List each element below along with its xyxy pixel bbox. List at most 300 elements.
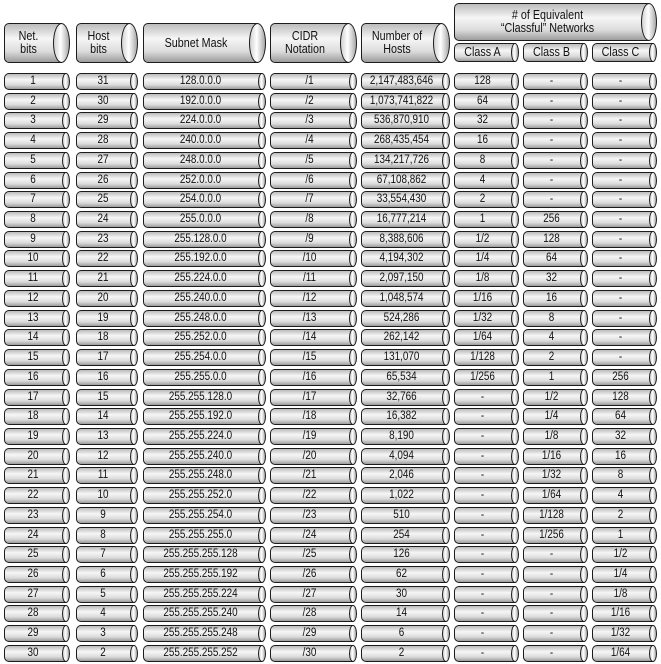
cell-host-bits — [76, 566, 138, 583]
cell-class-b — [523, 546, 588, 563]
pipe-end-cap — [121, 23, 138, 63]
cell-host-bits — [76, 605, 138, 622]
cell-net-bits — [4, 389, 70, 406]
cell-hosts — [361, 152, 450, 169]
pipe-end-cap — [130, 211, 138, 228]
pipe-end-cap — [442, 270, 450, 287]
cell-subnet-mask — [143, 408, 266, 425]
pipe-end-cap — [649, 605, 657, 622]
cell-class-a-value: - — [480, 508, 485, 521]
cell-subnet-mask-value: 255.240.0.0 — [174, 291, 227, 304]
cell-host-bits — [76, 507, 138, 524]
cell-net-bits — [4, 329, 70, 346]
pipe-end-cap — [433, 23, 450, 63]
cell-class-b — [523, 73, 588, 90]
pipe-end-cap — [580, 428, 588, 445]
cell-host-bits — [76, 310, 138, 327]
cell-hosts — [361, 369, 450, 386]
pipe-end-cap — [62, 467, 70, 484]
cell-net-bits-value: 12 — [27, 291, 39, 304]
cell-class-a — [454, 605, 519, 622]
cell-class-c-value: 1/4 — [613, 567, 628, 580]
cell-net-bits — [4, 625, 70, 642]
cell-cidr — [270, 566, 357, 583]
pipe-end-cap — [249, 23, 266, 63]
cell-class-a-value: - — [480, 468, 485, 481]
cell-subnet-mask-value: 255.224.0.0 — [174, 271, 227, 284]
cell-hosts-value: 510 — [393, 508, 410, 521]
cell-class-c — [592, 250, 657, 267]
cell-class-c-value: 1/32 — [610, 626, 631, 639]
cell-class-c-value: 1/64 — [610, 646, 631, 659]
pipe-end-cap — [580, 310, 588, 327]
cell-class-b-value: - — [549, 567, 554, 580]
cell-class-c-value: - — [618, 212, 623, 225]
pipe-end-cap — [580, 152, 588, 169]
pipe-end-cap — [62, 645, 70, 662]
cell-subnet-mask — [143, 310, 266, 327]
cell-class-c-value: - — [618, 271, 623, 284]
pipe-end-cap — [649, 566, 657, 583]
cell-cidr-value: /11 — [302, 271, 317, 284]
header-host-bits-label-line: Host — [87, 29, 110, 43]
cell-net-bits-value: 1 — [30, 74, 36, 87]
pipe-end-cap — [580, 527, 588, 544]
cell-class-a-value: 128 — [474, 74, 491, 87]
cell-class-c — [592, 132, 657, 149]
cell-host-bits-value: 22 — [97, 251, 109, 264]
cell-class-b — [523, 625, 588, 642]
cell-cidr — [270, 467, 357, 484]
cell-class-b-value: - — [549, 94, 554, 107]
cell-class-c — [592, 605, 657, 622]
cell-class-c — [592, 310, 657, 327]
pipe-end-cap — [580, 43, 588, 62]
cell-class-c — [592, 231, 657, 248]
pipe-end-cap — [349, 448, 357, 465]
pipe-end-cap — [53, 23, 70, 63]
cell-net-bits — [4, 645, 70, 662]
cell-subnet-mask-value: 255.254.0.0 — [174, 350, 227, 363]
cell-subnet-mask — [143, 172, 266, 189]
pipe-end-cap — [258, 448, 266, 465]
cell-class-a-value: 1/32 — [472, 311, 493, 324]
cell-net-bits-value: 8 — [30, 212, 36, 225]
pipe-end-cap — [580, 546, 588, 563]
cell-hosts-value: 126 — [393, 547, 410, 560]
cell-net-bits-value: 25 — [27, 547, 39, 560]
pipe-end-cap — [130, 172, 138, 189]
cell-subnet-mask-value: 255.255.128.0 — [168, 390, 233, 403]
pipe-end-cap — [130, 250, 138, 267]
cell-class-a-value: 8 — [479, 153, 486, 166]
cell-class-c-value: 1/8 — [613, 587, 628, 600]
header-number-of-hosts-label-line: Number of — [371, 29, 423, 43]
cell-net-bits-value: 28 — [27, 606, 39, 619]
cell-class-c-value: - — [618, 173, 623, 186]
cell-host-bits-value: 14 — [97, 409, 109, 422]
cell-subnet-mask — [143, 231, 266, 248]
pipe-end-cap — [580, 191, 588, 208]
pipe-end-cap — [62, 566, 70, 583]
cell-host-bits-value: 26 — [97, 173, 109, 186]
pipe-end-cap — [511, 369, 519, 386]
cell-cidr-value: /19 — [302, 429, 317, 442]
cell-class-c — [592, 586, 657, 603]
pipe-end-cap — [580, 132, 588, 149]
cell-host-bits-value: 11 — [97, 468, 109, 481]
pipe-end-cap — [258, 389, 266, 406]
cell-hosts-value: 65,534 — [386, 370, 417, 383]
cell-net-bits — [4, 586, 70, 603]
pipe-end-cap — [258, 546, 266, 563]
pipe-end-cap — [511, 467, 519, 484]
cell-cidr — [270, 645, 357, 662]
cell-subnet-mask — [143, 369, 266, 386]
cell-host-bits-value: 25 — [97, 192, 109, 205]
cell-class-a — [454, 191, 519, 208]
cell-class-b-value: - — [549, 133, 554, 146]
cell-class-a-value: - — [480, 606, 485, 619]
cell-subnet-mask-value: 128.0.0.0 — [179, 74, 222, 87]
pipe-end-cap — [130, 349, 138, 366]
cell-host-bits — [76, 645, 138, 662]
cell-class-c — [592, 172, 657, 189]
pipe-end-cap — [130, 645, 138, 662]
cell-class-a — [454, 250, 519, 267]
cell-cidr — [270, 93, 357, 110]
cell-class-c — [592, 546, 657, 563]
pipe-end-cap — [649, 112, 657, 129]
pipe-end-cap — [580, 250, 588, 267]
cell-cidr — [270, 408, 357, 425]
pipe-end-cap — [258, 270, 266, 287]
cell-net-bits — [4, 428, 70, 445]
pipe-end-cap — [511, 625, 519, 642]
cell-cidr — [270, 428, 357, 445]
header-class-a — [454, 43, 519, 62]
pipe-end-cap — [511, 566, 519, 583]
cell-host-bits — [76, 389, 138, 406]
cell-cidr — [270, 73, 357, 90]
cell-net-bits-value: 27 — [27, 587, 39, 600]
cell-class-a — [454, 448, 519, 465]
cell-net-bits-value: 13 — [27, 311, 39, 324]
cell-cidr-value: /4 — [305, 133, 314, 146]
cell-class-a-value: 1/16 — [472, 291, 493, 304]
cell-class-b-value: 8 — [548, 311, 555, 324]
cell-class-a-value: 1 — [479, 212, 486, 225]
pipe-end-cap — [130, 231, 138, 248]
header-class-b-label-line: Class B — [532, 45, 571, 59]
pipe-end-cap — [130, 152, 138, 169]
pipe-end-cap — [649, 231, 657, 248]
cell-class-a — [454, 290, 519, 307]
cell-net-bits — [4, 467, 70, 484]
cell-host-bits — [76, 625, 138, 642]
pipe-end-cap — [340, 23, 357, 63]
cell-hosts — [361, 467, 450, 484]
pipe-end-cap — [130, 448, 138, 465]
pipe-end-cap — [649, 389, 657, 406]
cell-class-c — [592, 507, 657, 524]
header-cidr-notation-label-line: Notation — [284, 42, 326, 56]
pipe-end-cap — [580, 369, 588, 386]
pipe-end-cap — [442, 112, 450, 129]
cell-subnet-mask — [143, 546, 266, 563]
cell-class-a — [454, 467, 519, 484]
cell-subnet-mask-value: 192.0.0.0 — [179, 94, 222, 107]
cell-hosts-value: 67,108,862 — [376, 173, 427, 186]
pipe-end-cap — [349, 645, 357, 662]
pipe-end-cap — [442, 152, 450, 169]
pipe-end-cap — [442, 605, 450, 622]
cell-class-b-value: - — [549, 113, 554, 126]
cell-host-bits-value: 27 — [97, 153, 109, 166]
cell-net-bits — [4, 310, 70, 327]
cell-subnet-mask — [143, 487, 266, 504]
header-classful-networks-label-line: “Classful” Networks — [500, 21, 595, 35]
cell-class-c — [592, 566, 657, 583]
cell-host-bits-value: 31 — [97, 74, 109, 87]
pipe-end-cap — [442, 73, 450, 90]
pipe-end-cap — [349, 566, 357, 583]
cell-hosts-value: 134,217,726 — [373, 153, 429, 166]
pipe-end-cap — [349, 172, 357, 189]
cell-host-bits-value: 3 — [100, 626, 106, 639]
cell-cidr — [270, 152, 357, 169]
cell-subnet-mask — [143, 586, 266, 603]
pipe-end-cap — [258, 507, 266, 524]
cell-class-c — [592, 467, 657, 484]
cell-subnet-mask — [143, 389, 266, 406]
cell-class-a-value: 2 — [479, 192, 486, 205]
cell-cidr-value: /26 — [302, 567, 317, 580]
pipe-end-cap — [258, 73, 266, 90]
cell-cidr-value: /27 — [302, 587, 317, 600]
pipe-end-cap — [258, 250, 266, 267]
cell-class-a — [454, 270, 519, 287]
cell-hosts-value: 2 — [398, 646, 405, 659]
cell-subnet-mask-value: 254.0.0.0 — [179, 192, 222, 205]
cell-subnet-mask — [143, 507, 266, 524]
pipe-end-cap — [511, 507, 519, 524]
cell-class-b — [523, 132, 588, 149]
cell-class-a — [454, 231, 519, 248]
header-class-c-label-line: Class C — [601, 45, 640, 59]
cell-hosts — [361, 270, 450, 287]
cell-class-a — [454, 93, 519, 110]
pipe-end-cap — [62, 507, 70, 524]
pipe-end-cap — [130, 93, 138, 110]
cell-class-c-value: - — [618, 291, 623, 304]
cell-hosts — [361, 250, 450, 267]
pipe-end-cap — [580, 231, 588, 248]
cell-class-c — [592, 191, 657, 208]
cell-subnet-mask — [143, 467, 266, 484]
cell-cidr-value: /15 — [302, 350, 317, 363]
cell-net-bits — [4, 211, 70, 228]
cell-class-b-value: - — [549, 646, 554, 659]
cell-host-bits — [76, 408, 138, 425]
cell-hosts — [361, 546, 450, 563]
cell-class-a — [454, 586, 519, 603]
cell-class-b — [523, 408, 588, 425]
pipe-end-cap — [442, 369, 450, 386]
cell-host-bits — [76, 546, 138, 563]
pipe-end-cap — [349, 231, 357, 248]
cell-class-a-value: - — [480, 449, 485, 462]
pipe-end-cap — [258, 310, 266, 327]
header-class-b — [523, 43, 588, 62]
cell-cidr-value: /29 — [302, 626, 317, 639]
cell-cidr-value: /7 — [305, 192, 314, 205]
cell-class-c-value: - — [618, 350, 623, 363]
pipe-end-cap — [130, 408, 138, 425]
pipe-end-cap — [511, 43, 519, 62]
pipe-end-cap — [649, 645, 657, 662]
pipe-end-cap — [349, 586, 357, 603]
pipe-end-cap — [511, 487, 519, 504]
pipe-end-cap — [580, 448, 588, 465]
cell-class-b — [523, 369, 588, 386]
cell-subnet-mask — [143, 625, 266, 642]
cell-hosts-value: 30 — [395, 587, 407, 600]
cell-class-c — [592, 349, 657, 366]
pipe-end-cap — [442, 408, 450, 425]
cell-host-bits — [76, 369, 138, 386]
cell-cidr-value: /13 — [302, 311, 317, 324]
cell-host-bits — [76, 112, 138, 129]
cell-net-bits-value: 29 — [27, 626, 39, 639]
cell-hosts-value: 8,190 — [389, 429, 414, 442]
pipe-end-cap — [511, 112, 519, 129]
cell-cidr-value: /24 — [302, 528, 317, 541]
cell-cidr — [270, 546, 357, 563]
cell-class-b — [523, 389, 588, 406]
cell-net-bits — [4, 93, 70, 110]
pipe-end-cap — [649, 408, 657, 425]
cell-class-b — [523, 290, 588, 307]
pipe-end-cap — [62, 546, 70, 563]
cell-subnet-mask-value: 252.0.0.0 — [179, 173, 222, 186]
pipe-end-cap — [580, 290, 588, 307]
pipe-end-cap — [580, 329, 588, 346]
cell-subnet-mask — [143, 152, 266, 169]
cell-cidr — [270, 112, 357, 129]
pipe-end-cap — [649, 428, 657, 445]
cell-subnet-mask — [143, 250, 266, 267]
cell-class-c — [592, 211, 657, 228]
cell-host-bits — [76, 172, 138, 189]
pipe-end-cap — [580, 645, 588, 662]
cell-class-a — [454, 329, 519, 346]
cell-subnet-mask-value: 255.255.255.248 — [163, 626, 238, 639]
cell-host-bits-value: 12 — [97, 449, 109, 462]
pipe-end-cap — [349, 211, 357, 228]
pipe-end-cap — [442, 349, 450, 366]
cell-class-b — [523, 172, 588, 189]
cell-class-a-value: 64 — [476, 94, 488, 107]
pipe-end-cap — [511, 132, 519, 149]
pipe-end-cap — [349, 408, 357, 425]
cell-class-b — [523, 211, 588, 228]
pipe-end-cap — [580, 566, 588, 583]
cell-class-c — [592, 487, 657, 504]
cell-class-c-value: 256 — [612, 370, 629, 383]
pipe-end-cap — [442, 566, 450, 583]
cell-class-c — [592, 645, 657, 662]
cell-class-a-value: 1/4 — [475, 251, 490, 264]
cell-host-bits-value: 28 — [97, 133, 109, 146]
cell-class-b-value: - — [549, 153, 554, 166]
pipe-end-cap — [130, 310, 138, 327]
cell-cidr — [270, 487, 357, 504]
cell-host-bits-value: 20 — [97, 291, 109, 304]
cell-cidr-value: /6 — [305, 173, 314, 186]
pipe-end-cap — [442, 231, 450, 248]
pipe-end-cap — [511, 645, 519, 662]
pipe-end-cap — [130, 112, 138, 129]
cell-host-bits — [76, 467, 138, 484]
pipe-end-cap — [62, 172, 70, 189]
cell-host-bits — [76, 73, 138, 90]
header-subnet-mask — [143, 23, 266, 63]
cell-net-bits-value: 20 — [27, 449, 39, 462]
pipe-end-cap — [511, 389, 519, 406]
cell-subnet-mask-value: 255.255.192.0 — [168, 409, 233, 422]
cell-hosts — [361, 586, 450, 603]
pipe-end-cap — [62, 487, 70, 504]
cell-class-b-value: 1/16 — [541, 449, 562, 462]
pipe-end-cap — [62, 191, 70, 208]
cell-net-bits — [4, 270, 70, 287]
cell-hosts-value: 4,094 — [389, 449, 414, 462]
cell-class-b — [523, 527, 588, 544]
cell-net-bits-value: 5 — [30, 153, 36, 166]
cell-class-c-value: - — [618, 113, 623, 126]
cell-class-b — [523, 270, 588, 287]
cell-class-c — [592, 329, 657, 346]
pipe-end-cap — [258, 369, 266, 386]
cell-net-bits — [4, 605, 70, 622]
pipe-end-cap — [349, 191, 357, 208]
cell-net-bits-value: 7 — [30, 192, 36, 205]
cell-class-a — [454, 310, 519, 327]
cell-class-a — [454, 546, 519, 563]
pipe-end-cap — [349, 152, 357, 169]
cell-net-bits — [4, 191, 70, 208]
cell-hosts-value: 1,022 — [389, 488, 414, 501]
cell-class-b-value: 1/2 — [544, 390, 559, 403]
cell-subnet-mask-value: 255.255.255.240 — [163, 606, 238, 619]
pipe-end-cap — [442, 329, 450, 346]
pipe-end-cap — [258, 645, 266, 662]
pipe-end-cap — [62, 527, 70, 544]
cell-cidr — [270, 211, 357, 228]
pipe-end-cap — [349, 132, 357, 149]
pipe-end-cap — [442, 211, 450, 228]
cell-cidr-value: /10 — [302, 251, 317, 264]
cell-subnet-mask-value: 255.255.240.0 — [168, 449, 233, 462]
cell-class-a-value: - — [480, 646, 485, 659]
cell-class-c-value: 2 — [617, 508, 624, 521]
pipe-end-cap — [62, 605, 70, 622]
pipe-end-cap — [258, 191, 266, 208]
cell-class-a-value: - — [480, 409, 485, 422]
pipe-end-cap — [649, 467, 657, 484]
cell-hosts-value: 536,870,910 — [373, 113, 429, 126]
